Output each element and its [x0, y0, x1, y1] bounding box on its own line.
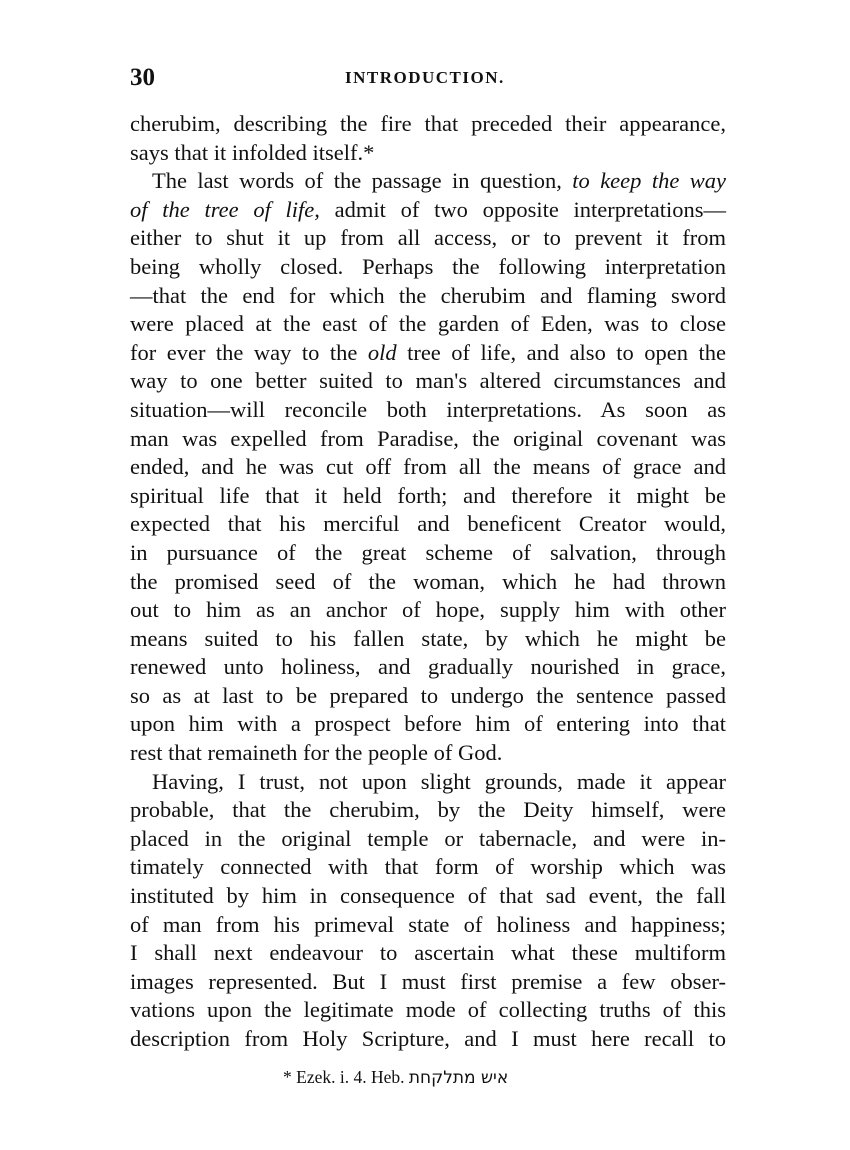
- text-line: images represented. But I must first premise a few obser-: [130, 968, 726, 994]
- page-header: [130, 62, 726, 94]
- page-number: 30: [130, 64, 155, 91]
- text-line: Having, I trust, not upon slight grounds, made it appear: [152, 768, 726, 794]
- text-line: in pursuance of the great scheme of salvation, through: [130, 539, 726, 565]
- text-line: situation—will reconcile both interpretations. As soon as: [130, 396, 726, 422]
- text-line: —that the end for which the cherubim and flaming sword: [130, 282, 726, 308]
- text-line: either to shut it up from all access, or to prevent it from: [130, 225, 726, 251]
- text-line: placed in the original temple or tabernacle, and were in-: [130, 825, 726, 851]
- text-line: out to him as an anchor of hope, supply him with other: [130, 597, 726, 623]
- text-line: the promised seed of the woman, which he had thrown: [130, 568, 726, 594]
- text-line: way to one better suited to man's altered circumstances and: [130, 368, 726, 394]
- text-line: means suited to his fallen state, by which he might be: [130, 625, 726, 651]
- text-line: instituted by him in consequence of that sad event, the fall: [130, 883, 726, 909]
- text-line: expected that his merciful and beneficent Creator would,: [130, 511, 726, 537]
- text-line: man was expelled from Paradise, the original covenant was: [130, 425, 726, 451]
- footnote-hebrew: איש מתלקחת: [408, 1068, 509, 1088]
- text-line: upon him with a prospect before him of entering into that: [130, 711, 726, 737]
- text-line: timately connected with that form of worship which was: [130, 854, 726, 880]
- running-title: INTRODUCTION.: [345, 68, 505, 87]
- text-line: The last words of the passage in question, to keep the way: [152, 168, 727, 194]
- text-line: so as at last to be prepared to undergo the sentence passed: [130, 682, 726, 708]
- text-line: being wholly closed. Perhaps the following interpretation: [130, 253, 726, 279]
- text-line: says that it infolded itself.*: [130, 139, 375, 165]
- text-line: of man from his primeval state of holiness and happiness;: [130, 911, 726, 937]
- text-line: vations upon the legitimate mode of collecting truths of this: [130, 997, 726, 1023]
- text-line: were placed at the east of the garden of Eden, was to close: [130, 311, 726, 337]
- text-line: I shall next endeavour to ascertain what these multiform: [130, 940, 726, 966]
- text-line: rest that remaineth for the people of God.: [130, 740, 503, 766]
- text-line: ended, and he was cut off from all the means of grace and: [130, 454, 726, 480]
- footnote: [283, 1065, 508, 1090]
- footnote-text: * Ezek. i. 4. Heb.: [283, 1067, 405, 1087]
- text-line: of the tree of life, admit of two opposite interpretations—: [130, 196, 726, 222]
- text-line: renewed unto holiness, and gradually nourished in grace,: [130, 654, 726, 680]
- text-line: description from Holy Scripture, and I must here recall to: [130, 1026, 726, 1051]
- text-line: for ever the way to the old tree of life, and also to open the: [130, 339, 726, 365]
- body-text: [130, 110, 726, 1054]
- text-line: cherubim, describing the fire that preceded their appearance,: [130, 111, 726, 136]
- text-line: probable, that the cherubim, by the Deity himself, were: [130, 797, 726, 823]
- text-line: spiritual life that it held forth; and therefore it might be: [130, 482, 726, 508]
